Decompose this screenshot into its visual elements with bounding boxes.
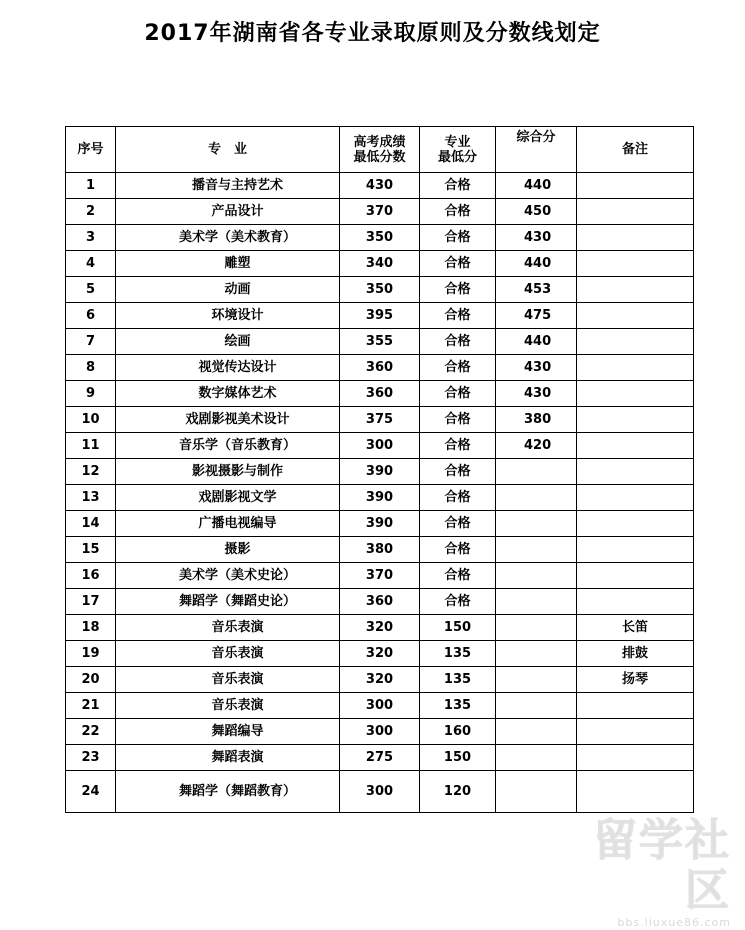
cell-gaokao: 390 [340, 485, 420, 511]
cell-composite [496, 693, 577, 719]
cell-gaokao: 350 [340, 225, 420, 251]
cell-seq: 23 [66, 745, 116, 771]
cell-gaokao: 275 [340, 745, 420, 771]
table-row [66, 641, 694, 667]
cell-prof: 合格 [420, 329, 496, 355]
cell-gaokao: 360 [340, 589, 420, 615]
cell-composite [496, 641, 577, 667]
cell-seq: 5 [66, 277, 116, 303]
cell-prof: 合格 [420, 433, 496, 459]
cell-note [577, 329, 694, 355]
cell-seq: 9 [66, 381, 116, 407]
cell-prof: 135 [420, 641, 496, 667]
cell-composite [496, 745, 577, 771]
cell-gaokao: 370 [340, 563, 420, 589]
cell-seq: 18 [66, 615, 116, 641]
cell-major: 播音与主持艺术 [116, 173, 340, 199]
cell-composite: 475 [496, 303, 577, 329]
cell-note: 排鼓 [577, 641, 694, 667]
table-header-row [66, 127, 694, 173]
cell-seq: 3 [66, 225, 116, 251]
cell-seq: 17 [66, 589, 116, 615]
cell-gaokao: 430 [340, 173, 420, 199]
cell-major: 视觉传达设计 [116, 355, 340, 381]
header-prof [420, 127, 496, 173]
cell-gaokao: 300 [340, 433, 420, 459]
cell-composite: 440 [496, 251, 577, 277]
cell-prof: 合格 [420, 173, 496, 199]
cell-prof: 合格 [420, 589, 496, 615]
table-body [66, 173, 694, 813]
cell-composite [496, 459, 577, 485]
cell-gaokao: 390 [340, 459, 420, 485]
admission-score-table [65, 126, 694, 813]
table-row [66, 173, 694, 199]
cell-prof: 160 [420, 719, 496, 745]
cell-major: 舞蹈学（舞蹈史论） [116, 589, 340, 615]
table-row [66, 459, 694, 485]
cell-major: 广播电视编导 [116, 511, 340, 537]
cell-prof: 合格 [420, 277, 496, 303]
cell-major: 舞蹈编导 [116, 719, 340, 745]
cell-gaokao: 395 [340, 303, 420, 329]
cell-gaokao: 360 [340, 381, 420, 407]
cell-major: 戏剧影视文学 [116, 485, 340, 511]
cell-major: 音乐表演 [116, 693, 340, 719]
cell-prof: 135 [420, 667, 496, 693]
cell-major: 影视摄影与制作 [116, 459, 340, 485]
watermark-logo: 留学社区 [593, 815, 731, 916]
cell-seq: 11 [66, 433, 116, 459]
cell-major: 舞蹈表演 [116, 745, 340, 771]
cell-seq: 22 [66, 719, 116, 745]
cell-major: 数字媒体艺术 [116, 381, 340, 407]
cell-gaokao: 320 [340, 615, 420, 641]
cell-prof: 合格 [420, 199, 496, 225]
cell-seq: 12 [66, 459, 116, 485]
table-row [66, 719, 694, 745]
watermark-url: bbs.liuxue86.com [617, 916, 731, 929]
cell-note [577, 173, 694, 199]
table-row [66, 251, 694, 277]
table-row [66, 511, 694, 537]
cell-note [577, 693, 694, 719]
cell-composite [496, 719, 577, 745]
cell-prof: 120 [420, 771, 496, 813]
cell-gaokao: 320 [340, 641, 420, 667]
header-prof-line1: 专业 [444, 134, 471, 150]
cell-major: 雕塑 [116, 251, 340, 277]
table-row [66, 407, 694, 433]
cell-seq: 14 [66, 511, 116, 537]
table-row [66, 589, 694, 615]
header-major: 专 业 [116, 127, 340, 173]
cell-note [577, 251, 694, 277]
cell-composite: 453 [496, 277, 577, 303]
cell-prof: 135 [420, 693, 496, 719]
cell-note [577, 745, 694, 771]
cell-note [577, 771, 694, 813]
cell-note: 扬琴 [577, 667, 694, 693]
cell-prof: 合格 [420, 251, 496, 277]
cell-prof: 合格 [420, 563, 496, 589]
cell-composite [496, 563, 577, 589]
cell-composite [496, 537, 577, 563]
cell-seq: 2 [66, 199, 116, 225]
cell-composite [496, 771, 577, 813]
cell-composite: 440 [496, 329, 577, 355]
cell-gaokao: 375 [340, 407, 420, 433]
cell-composite: 430 [496, 355, 577, 381]
cell-prof: 合格 [420, 485, 496, 511]
table-row [66, 199, 694, 225]
header-note: 备注 [577, 127, 694, 173]
cell-gaokao: 300 [340, 693, 420, 719]
cell-seq: 20 [66, 667, 116, 693]
cell-major: 戏剧影视美术设计 [116, 407, 340, 433]
table-row [66, 329, 694, 355]
header-gaokao [340, 127, 420, 173]
cell-gaokao: 300 [340, 719, 420, 745]
cell-seq: 13 [66, 485, 116, 511]
cell-gaokao: 380 [340, 537, 420, 563]
table-row [66, 693, 694, 719]
cell-seq: 19 [66, 641, 116, 667]
table-row [66, 225, 694, 251]
cell-composite: 430 [496, 381, 577, 407]
cell-major: 环境设计 [116, 303, 340, 329]
cell-prof: 合格 [420, 225, 496, 251]
cell-note [577, 563, 694, 589]
cell-major: 产品设计 [116, 199, 340, 225]
cell-seq: 21 [66, 693, 116, 719]
cell-major: 音乐学（音乐教育） [116, 433, 340, 459]
cell-prof: 合格 [420, 407, 496, 433]
cell-note [577, 355, 694, 381]
cell-gaokao: 370 [340, 199, 420, 225]
cell-note [577, 537, 694, 563]
cell-note [577, 433, 694, 459]
cell-note [577, 485, 694, 511]
table-row [66, 303, 694, 329]
cell-seq: 24 [66, 771, 116, 813]
cell-major: 舞蹈学（舞蹈教育） [116, 771, 340, 813]
cell-seq: 8 [66, 355, 116, 381]
table-row [66, 745, 694, 771]
cell-major: 动画 [116, 277, 340, 303]
cell-gaokao: 355 [340, 329, 420, 355]
cell-note [577, 511, 694, 537]
cell-prof: 合格 [420, 459, 496, 485]
cell-composite [496, 615, 577, 641]
cell-seq: 4 [66, 251, 116, 277]
cell-major: 音乐表演 [116, 615, 340, 641]
cell-major: 绘画 [116, 329, 340, 355]
cell-note [577, 303, 694, 329]
cell-note [577, 719, 694, 745]
cell-prof: 合格 [420, 381, 496, 407]
table-row [66, 433, 694, 459]
cell-major: 美术学（美术史论） [116, 563, 340, 589]
cell-note: 长笛 [577, 615, 694, 641]
cell-composite [496, 667, 577, 693]
watermark [563, 815, 731, 929]
cell-seq: 6 [66, 303, 116, 329]
table-row [66, 277, 694, 303]
cell-note [577, 589, 694, 615]
cell-composite: 450 [496, 199, 577, 225]
cell-note [577, 381, 694, 407]
cell-prof: 150 [420, 745, 496, 771]
cell-composite: 440 [496, 173, 577, 199]
cell-composite [496, 485, 577, 511]
table-row [66, 771, 694, 813]
cell-composite [496, 589, 577, 615]
header-composite: 综合分 [496, 127, 577, 173]
table-row [66, 485, 694, 511]
cell-prof: 合格 [420, 537, 496, 563]
cell-gaokao: 350 [340, 277, 420, 303]
cell-major: 摄影 [116, 537, 340, 563]
cell-composite [496, 511, 577, 537]
cell-gaokao: 320 [340, 667, 420, 693]
header-prof-line2: 最低分 [437, 149, 477, 165]
cell-major: 音乐表演 [116, 667, 340, 693]
cell-prof: 合格 [420, 511, 496, 537]
header-gaokao-line2: 最低分数 [353, 149, 406, 165]
cell-gaokao: 300 [340, 771, 420, 813]
cell-note [577, 225, 694, 251]
table-row [66, 615, 694, 641]
cell-gaokao: 360 [340, 355, 420, 381]
table-row [66, 355, 694, 381]
cell-prof: 150 [420, 615, 496, 641]
cell-seq: 16 [66, 563, 116, 589]
cell-composite: 430 [496, 225, 577, 251]
cell-composite: 380 [496, 407, 577, 433]
header-seq: 序号 [66, 127, 116, 173]
cell-gaokao: 340 [340, 251, 420, 277]
document-title: 2017年湖南省各专业录取原则及分数线划定 [144, 21, 601, 46]
cell-gaokao: 390 [340, 511, 420, 537]
cell-note [577, 277, 694, 303]
header-gaokao-line1: 高考成绩 [353, 134, 406, 150]
cell-major: 美术学（美术教育） [116, 225, 340, 251]
cell-seq: 1 [66, 173, 116, 199]
cell-note [577, 407, 694, 433]
cell-major: 音乐表演 [116, 641, 340, 667]
table-row [66, 537, 694, 563]
cell-prof: 合格 [420, 355, 496, 381]
cell-seq: 15 [66, 537, 116, 563]
table-row [66, 563, 694, 589]
cell-prof: 合格 [420, 303, 496, 329]
table-row [66, 667, 694, 693]
cell-note [577, 199, 694, 225]
cell-seq: 7 [66, 329, 116, 355]
cell-note [577, 459, 694, 485]
cell-seq: 10 [66, 407, 116, 433]
cell-composite: 420 [496, 433, 577, 459]
table-row [66, 381, 694, 407]
